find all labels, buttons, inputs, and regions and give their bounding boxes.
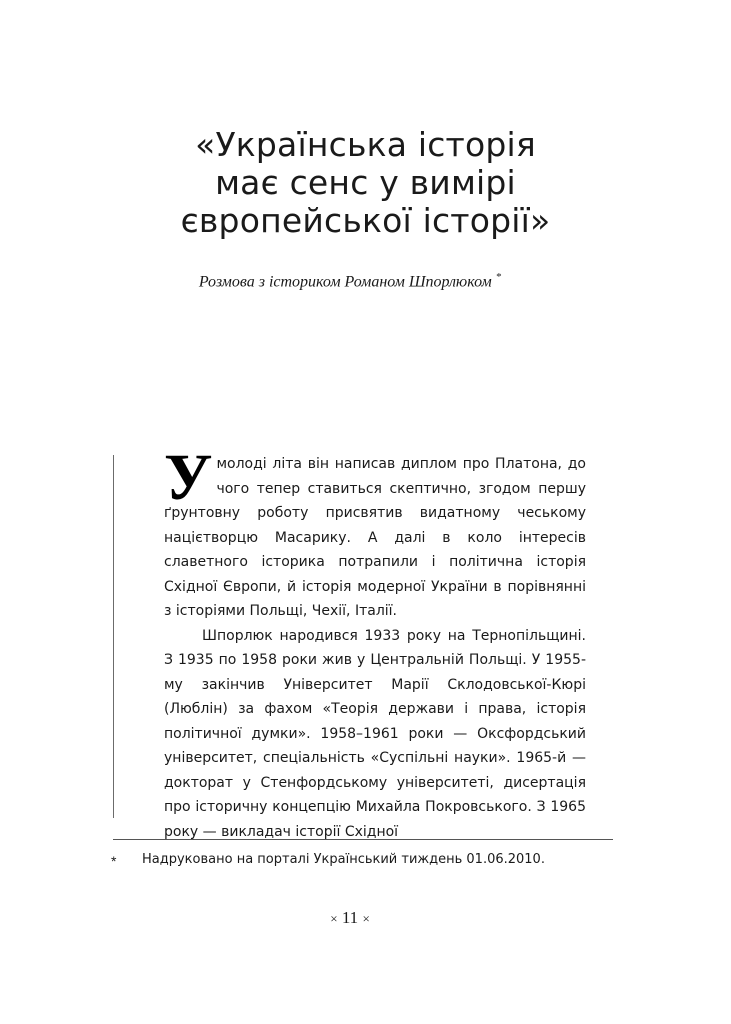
subtitle-text: Розмова з істориком Романом Шпорлюком bbox=[198, 273, 492, 291]
footnote-text: Надруковано на порталі Український тиждень 01.06.2010. bbox=[142, 852, 545, 867]
paragraph-2: Шпорлюк народився 1933 року на Тернопільщині. З 1935 по 1958 роки жив у Центральній Польщі. У 1955-му закінчив Університет Марії Склодовської-Кюрі (Люблін) за фахом «Теорія держави і права, історія політичної думки». 1958–1961 роки — Оксфордський університет, спеціальність «Суспільні науки». 1965-й — докторат у Стенфордському університеті, дисертація про історичну концепцію Михайла Покровського. З 1965 року — викладач історії Східної bbox=[164, 627, 586, 840]
chapter-subtitle bbox=[0, 271, 700, 291]
page-ornament-right: × bbox=[362, 911, 370, 926]
footnote-separator bbox=[113, 839, 613, 840]
title-line-3: європейської історії» bbox=[180, 201, 551, 240]
page-ornament-left: × bbox=[330, 911, 338, 926]
footnote-marker: * bbox=[111, 853, 117, 869]
chapter-title bbox=[0, 126, 731, 240]
paragraph-1 bbox=[164, 441, 586, 624]
drop-cap: У bbox=[164, 441, 213, 514]
page-number-value: 11 bbox=[341, 908, 359, 927]
title-line-2: має сенс у вимірі bbox=[215, 163, 516, 202]
page-number bbox=[0, 908, 700, 928]
margin-rule bbox=[113, 455, 114, 818]
footnote-reference: * bbox=[495, 271, 502, 283]
paragraph-1-text: молоді літа він написав диплом про Платона, до чого тепер ставиться скептично, згодом першу ґрунтовну роботу присвятив видатному чеському націєтворцю Масарику. А далі в коло інтересів славетного історика потрапили і політична історія Східної Європи, й історія модерної України в порівнянні з історіями Польщі, Чехії, Італії. bbox=[164, 456, 586, 619]
title-line-1: «Українська історія bbox=[195, 125, 536, 164]
body-text bbox=[164, 441, 586, 844]
